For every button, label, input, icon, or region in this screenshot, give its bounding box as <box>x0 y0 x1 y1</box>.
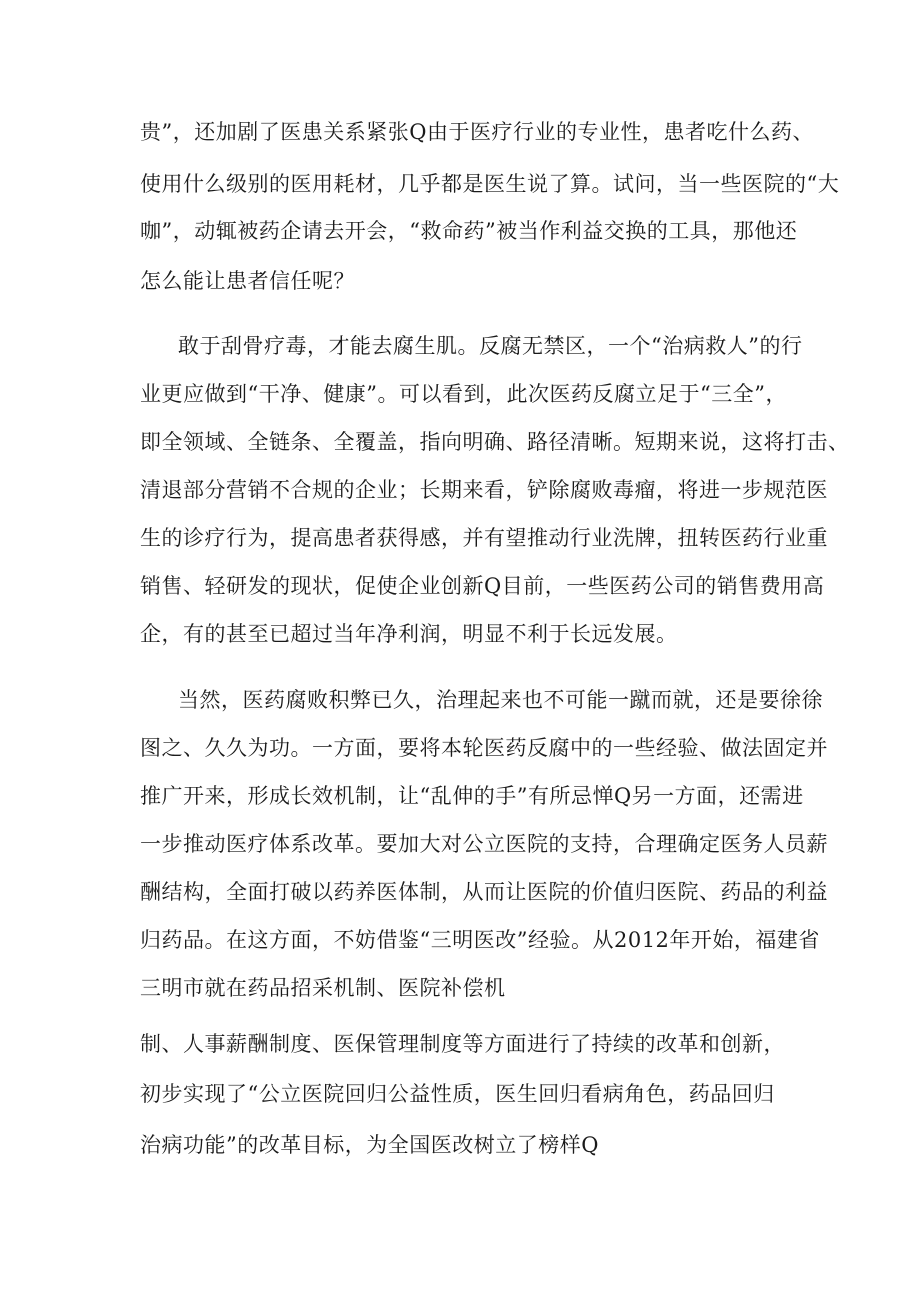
text-line: 使用什么级别的医用耗材，几乎都是医生说了算。试问，当一些医院的“大 <box>140 172 840 196</box>
text-line: 贵”，还加剧了医患关系紧张Q由于医疗行业的专业性，患者吃什么药、 <box>140 120 814 144</box>
text-line: 治病功能”的改革目标，为全国医改树立了榜样Q <box>140 1133 599 1157</box>
text-line: 初步实现了“公立医院回归公益性质，医生回归看病角色，药品回归 <box>140 1082 775 1106</box>
text-line: 敢于刮骨疗毒，才能去腐生肌。反腐无禁区，一个“治病救人”的行 <box>178 334 803 358</box>
text-line: 图之、久久为功。一方面，要将本轮医药反腐中的一些经验、做法固定并 <box>140 736 828 760</box>
text-line: 即全领域、全链条、全覆盖，指向明确、路径清晰。短期来说，这将打击、 <box>140 430 850 454</box>
text-line: 酬结构，全面打破以药养医体制，从而让医院的价值归医院、药品的利益 <box>140 880 828 904</box>
text-line: 怎么能让患者信任呢？ <box>140 269 355 293</box>
text-line: 制、人事薪酬制度、医保管理制度等方面进行了持续的改革和创新， <box>140 1032 785 1056</box>
text-line: 销售、轻研发的现状，促使企业创新Q目前，一些医药公司的销售费用高 <box>140 574 825 598</box>
text-line: 当然，医药腐败积弊已久，治理起来也不可能一蹴而就，还是要徐徐 <box>178 688 823 712</box>
text-line: 归药品。在这方面，不妨借鉴“三明医改”经验。从2012年开始，福建省 <box>140 928 820 952</box>
text-line: 咖”，动辄被药企请去开会，“救命药”被当作利益交换的工具，那他还 <box>140 219 798 243</box>
text-line: 一步推动医疗体系改革。要加大对公立医院的支持，合理确定医务人员薪 <box>140 832 828 856</box>
text-line: 生的诊疗行为，提高患者获得感，并有望推动行业洗牌，扭转医药行业重 <box>140 526 828 550</box>
text-line: 业更应做到“干净、健康”。可以看到，此次医药反腐立足于“三全”， <box>140 382 787 406</box>
text-line: 三明市就在药品招采机制、医院补偿机 <box>140 976 506 1000</box>
text-line: 企，有的甚至已超过当年净利润，明显不利于长远发展。 <box>140 622 678 646</box>
text-line: 推广开来，形成长效机制，让“乱伸的手”有所忌惮Q另一方面，还需进 <box>140 784 804 808</box>
text-line: 清退部分营销不合规的企业；长期来看，铲除腐败毒瘤，将进一步规范医 <box>140 478 828 502</box>
